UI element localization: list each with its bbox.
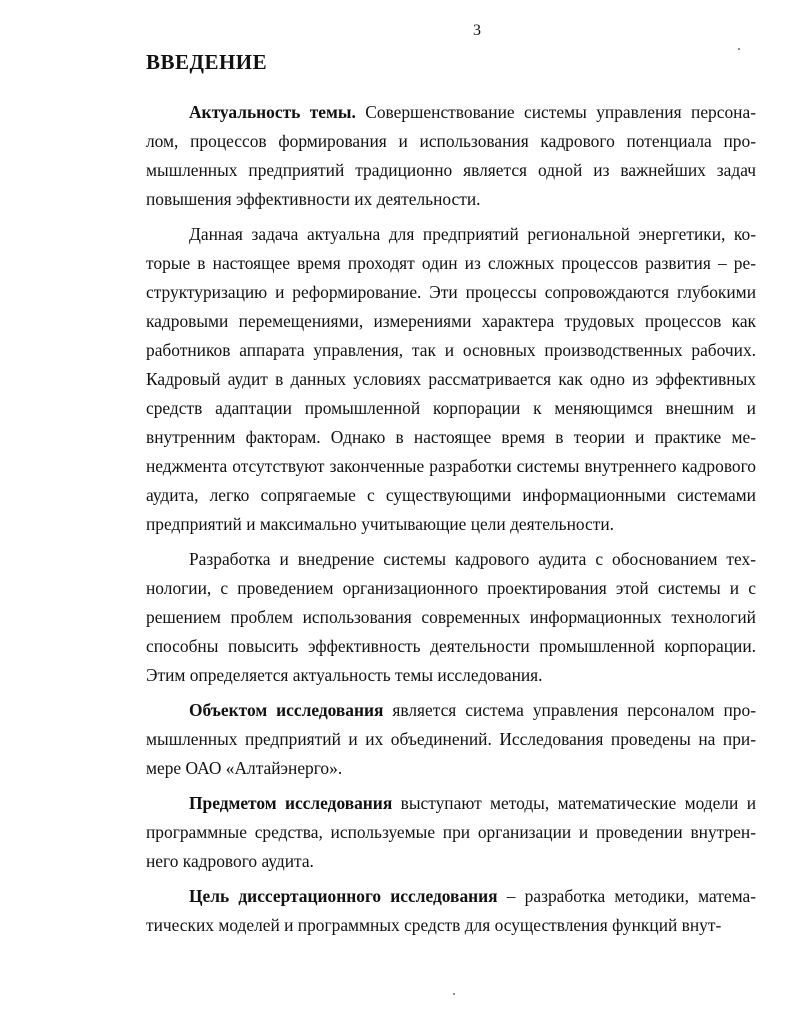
paragraph-text: Данная задача актуальна для предприятий региональной энергетики, которые в настоящее время проходят один из сложных процессов развития – реструктуризацию и реформирование. Эти процессы сопровождаются глубокими кадровыми перемещениями, измерениями характера трудовых процессов как работников аппарата управления, так и основных производственных рабочих. Кадровый аудит в данных условиях рассматривается как одно из эффективных средств адаптации промышленной корпорации к меняющимся внешним и внутренним факторам. Однако в настоящее время в теории и практике менеджмента отсутствуют законченные разработки системы внутреннего кадрового аудита, легко сопрягаемые с существующими информационными системами предприятий и максимально учитывающие цели деятельности. — [146, 224, 756, 534]
paragraph-development — [146, 545, 756, 690]
paragraph-goal — [146, 882, 756, 940]
section-heading: ВВЕДЕНИЕ — [146, 50, 268, 74]
paragraph-relevance — [146, 98, 756, 214]
scan-speck — [453, 993, 455, 995]
paragraph-text: Разработка и внедрение системы кадрового аудита с обоснованием технологии, с проведением организационного проектирования этой системы и с решением проблем использования современных информационных технологий способны повысить эффективность деятельности промышленной корпорации. Этим определяется актуальность темы исследования. — [146, 549, 756, 685]
paragraph-text: выступают методы, математические модели и программные средства, используемые при организации и проведении внутреннего кадрового аудита. — [146, 793, 757, 871]
paragraph-task — [146, 220, 756, 539]
body-text — [146, 98, 756, 946]
paragraph-subject — [146, 789, 756, 876]
paragraph-text: – разработка методики, математических моделей и программных средств для осуществления функций внут- — [146, 886, 756, 935]
paragraph-lead: Объектом исследования — [189, 700, 384, 720]
paragraph-lead: Цель диссертационного исследования — [189, 886, 498, 906]
paragraph-text: является система управления персоналом промышленных предприятий и их объединений. Исследования проведены на примере ОАО «Алтайэнерго». — [146, 700, 756, 778]
paragraph-object — [146, 696, 756, 783]
paragraph-lead: Предметом исследования — [189, 793, 393, 813]
page-number: 3 — [473, 22, 481, 39]
paragraph-text: Совершенствование системы управления персоналом, процессов формирования и использования кадрового потенциала промышленных предприятий традиционно является одной из важнейших задач повышения эффективности их деятельности. — [146, 102, 756, 209]
paragraph-lead: Актуальность темы. — [189, 102, 356, 122]
scan-speck — [738, 48, 740, 50]
